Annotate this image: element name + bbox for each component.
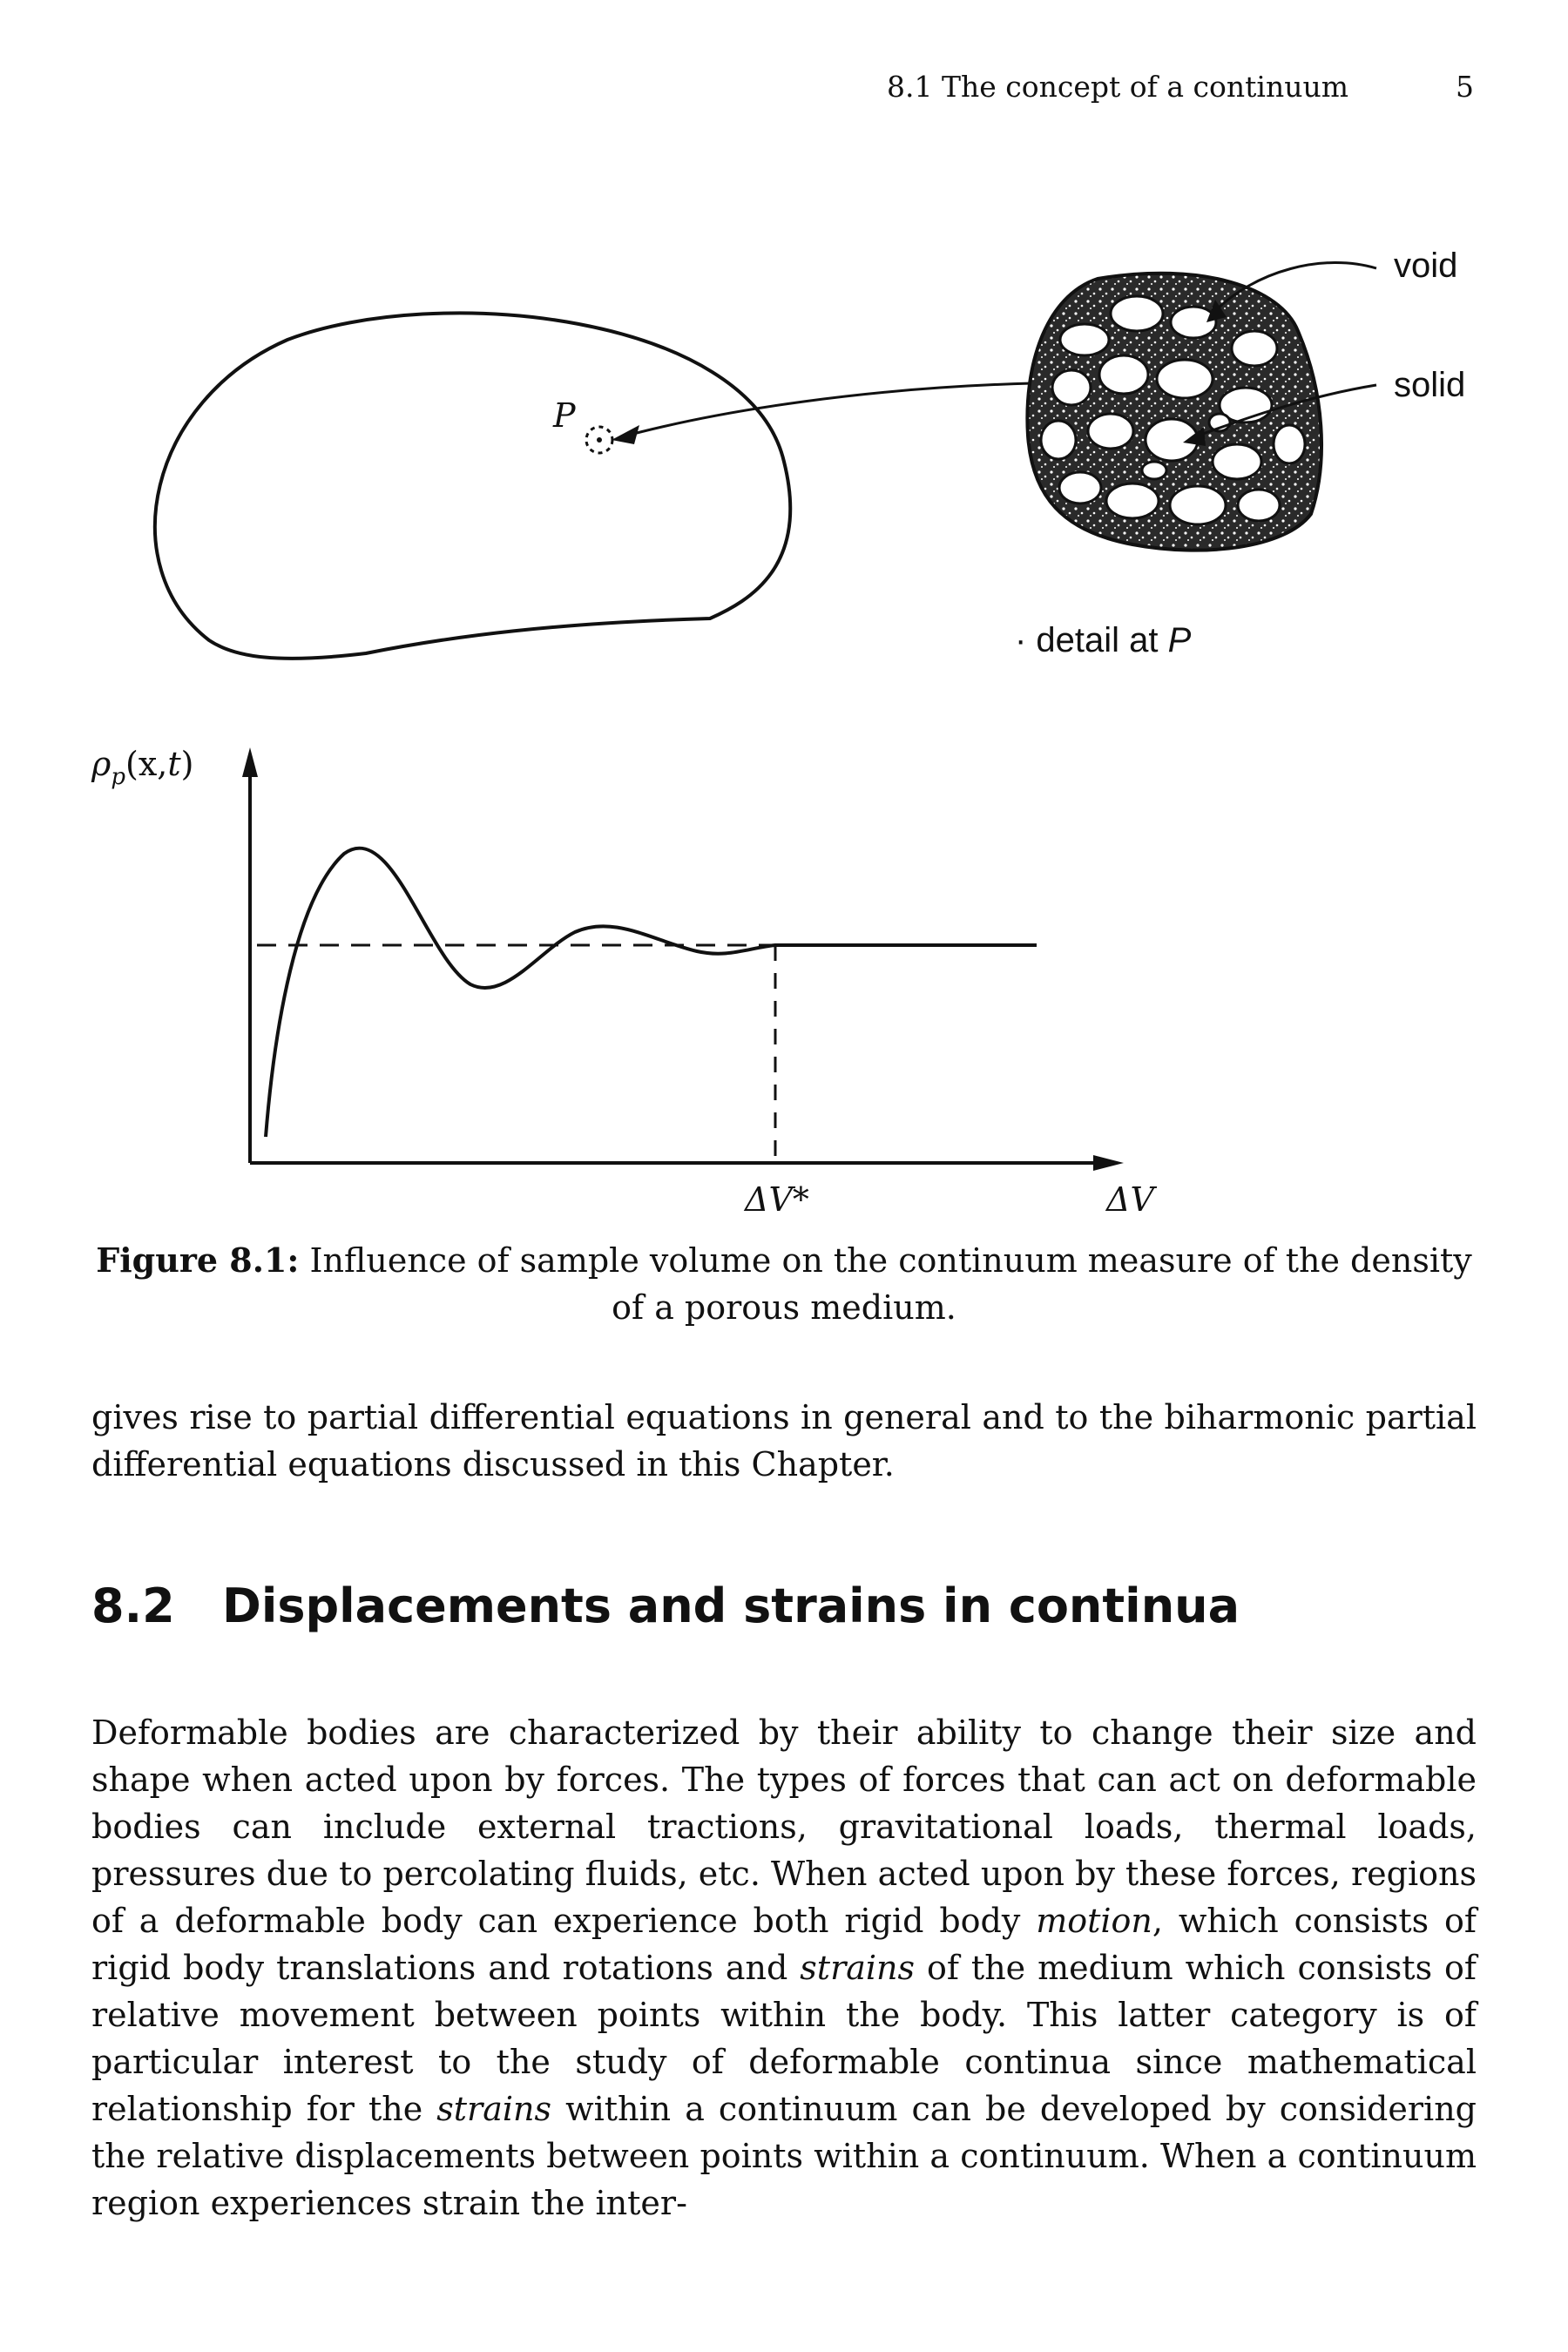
- x-axis-arrowhead: [1093, 1155, 1124, 1171]
- paragraph-2-part-2: , which consists of rigid body translations and rotations and: [91, 1902, 1477, 1987]
- figure-8-1: [0, 200, 1568, 1220]
- paragraph-2-part-1: Deformable bodies are characterized by their ability to change their size and shape when acted upon by forces. The types of forces that can act on deformable bodies can include external tractions, gravitational loads, thermal loads, pressures due to percolating fluids, etc. When acted upon by these forces, regions of a deformable body can experience both rigid body: [91, 1713, 1477, 1940]
- paragraph-2: [91, 1709, 1477, 2227]
- sample-point-dot: [597, 437, 602, 443]
- emphasis-motion: motion: [1036, 1902, 1152, 1940]
- leader-arrowhead: [612, 425, 639, 444]
- section-heading: [91, 1578, 1240, 1633]
- void-label: void: [1394, 247, 1458, 285]
- solid-label: solid: [1394, 366, 1466, 404]
- running-head: [0, 70, 1568, 113]
- section-title: Displacements and strains in continua: [222, 1578, 1240, 1633]
- y-axis-arrowhead: [242, 747, 258, 777]
- density-curve: [266, 848, 1037, 1137]
- paragraph-2-part-4: within a continuum can be developed by considering the relative displacements between points within a continuum. When a continuum region experiences strain the inter-: [91, 2090, 1477, 2222]
- paragraph-2-part-3: of the medium which consists of relative movement between points within the body. This latter category is of particular interest to the study of deformable continua since mathematical relationship for the: [91, 1949, 1477, 2128]
- detail-leader-line: [620, 383, 1032, 437]
- page-number: 5: [1456, 70, 1474, 104]
- y-axis-label: $\rho_p(x,t)$: [91, 745, 194, 790]
- body-outline: [155, 313, 790, 658]
- figure-caption: [91, 1237, 1477, 1331]
- section-number: 8.2: [91, 1578, 175, 1633]
- x-marker-label: ΔV*: [745, 1180, 809, 1219]
- paragraph-1: gives rise to partial differential equations in general and to the biharmonic partial differential equations discussed in this Chapter.: [91, 1398, 1477, 1484]
- emphasis-strains: strains: [800, 1949, 916, 1987]
- running-head-title: 8.1 The concept of a continuum: [887, 70, 1348, 104]
- caption-text: Influence of sample volume on the continuum measure of the density of a porous medium.: [299, 1241, 1472, 1327]
- point-label: P: [553, 396, 576, 435]
- x-axis-label: ΔV: [1106, 1180, 1154, 1219]
- caption-label: Figure 8.1:: [96, 1240, 300, 1280]
- detail-label: · detail at P: [1015, 621, 1192, 659]
- porous-detail: [1027, 274, 1321, 551]
- emphasis-strains-2: strains: [436, 2090, 551, 2128]
